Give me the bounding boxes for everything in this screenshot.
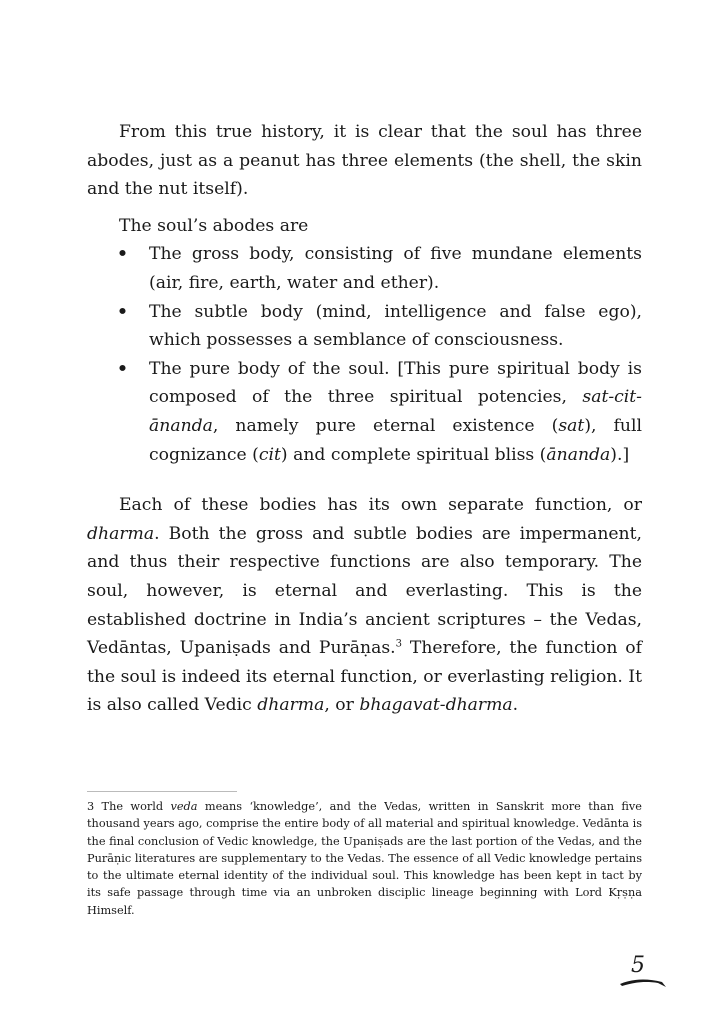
text-run: The world — [94, 800, 171, 813]
paragraph-bodies-dharma — [87, 491, 642, 720]
page-number — [618, 953, 668, 993]
bullet-icon: • — [117, 358, 128, 379]
page-number-swash-icon — [618, 975, 668, 989]
text-run: Each of these bodies has its own separate function, or — [119, 495, 642, 516]
footnote-reference[interactable]: 3 — [395, 638, 402, 650]
footnote-divider — [87, 791, 237, 792]
page-number-text: 5 — [631, 953, 645, 978]
list-item-text: The subtle body (mind, intelligence and false ego), which possesses a semblance of consciousness. — [149, 301, 642, 351]
text-run: ).] — [610, 444, 630, 465]
abodes-list — [87, 240, 642, 469]
italic-term: dharma — [257, 695, 325, 716]
text-run: , namely pure eternal existence ( — [212, 415, 559, 436]
text-run: The pure body of the soul. [This pure spiritual body is composed of the three spiritual potencies, — [149, 358, 642, 408]
list-item — [87, 240, 642, 297]
text-run: means ‘knowledge’, and the Vedas, written in Sanskrit more than five thousand years ago, comprise the entire body of all material and spiritual knowledge. Vedānta is the final conclusion of Vedic knowledge, the Upaniṣads are the last portion of the Vedas, and the Purāṇic literatures are supplementary to the Vedas. The essence of all Vedic knowledge pertains to the ultimate eternal identity of the individual soul. This knowledge has been kept in tact by its safe passage through time via an unbroken disciplic lineage beginning with Lord Kṛṣṇa Himself. — [87, 800, 642, 917]
list-item-text: The gross body, consisting of five mundane elements (air, fire, earth, water and ether). — [149, 244, 642, 293]
page-body — [87, 118, 642, 720]
italic-term: veda — [170, 800, 198, 813]
italic-term: sat — [558, 415, 585, 436]
text-run: ), full cognizance ( — [149, 415, 642, 465]
bullet-icon: • — [117, 301, 128, 322]
italic-term: ānanda — [546, 444, 611, 465]
abodes-intro: The soul’s abodes are — [119, 215, 309, 236]
text-run: . Both the gross and subtle bodies are impermanent, and thus their respective functions are also temporary. The soul, however, is eternal and everlasting. This is the established doctrine in India’s ancient scriptures – the Vedas, Vedāntas, Upaniṣads and Purāṇas. — [87, 523, 642, 659]
text-run: Therefore, the function of the soul is indeed its eternal function, or everlasting religion. It is also called Vedic — [87, 638, 642, 716]
italic-term: dharma — [87, 523, 155, 544]
text-run: ) and complete spiritual bliss ( — [280, 444, 547, 465]
list-item — [87, 298, 642, 355]
footnote-number: 3 — [87, 800, 95, 813]
bullet-icon: • — [117, 244, 128, 265]
italic-term: sat-cit-ānanda — [149, 387, 642, 436]
text-run: , or — [324, 695, 360, 716]
text-run: . — [512, 695, 519, 716]
paragraph-three-abodes: From this true history, it is clear that the soul has three abodes, just as a peanut has three elements (the shell, the skin and the nut itself). — [87, 122, 642, 200]
list-item — [87, 355, 642, 469]
footnote-3 — [87, 798, 642, 919]
italic-term: bhagavat-dharma — [359, 695, 513, 716]
italic-term: cit — [258, 444, 281, 465]
